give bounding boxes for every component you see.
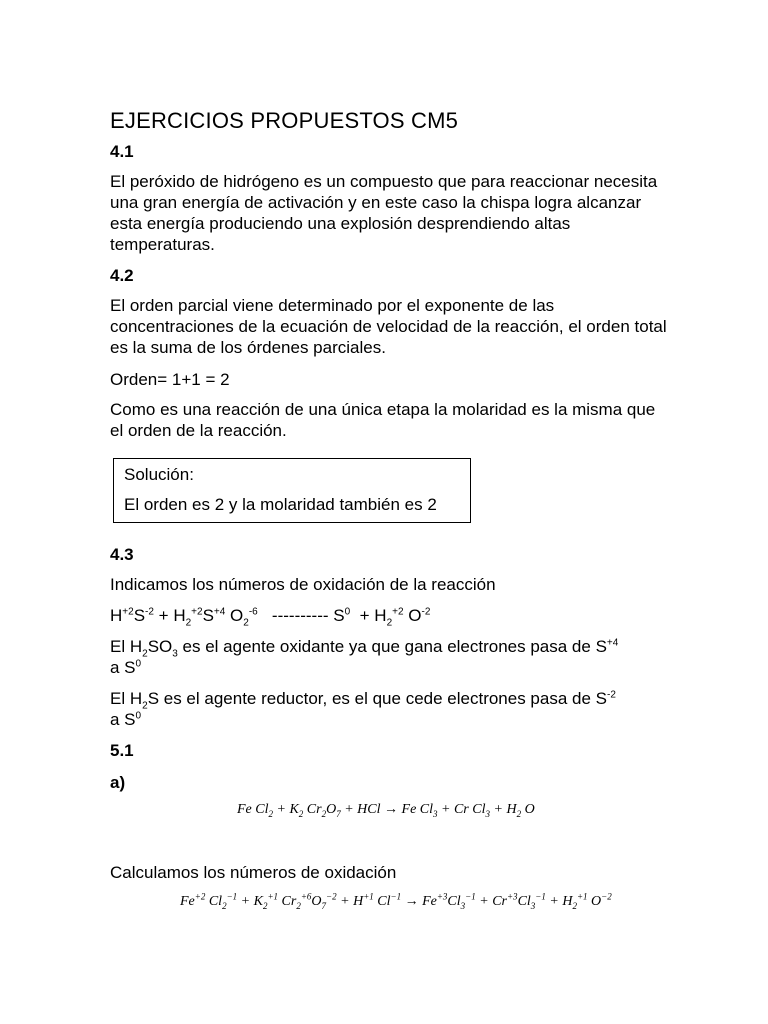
section-heading-4-1: 4.1 [110, 142, 134, 161]
page-title: EJERCICIOS PROPUESTOS CM5 [110, 108, 459, 133]
paragraph-4-3: Indicamos los números de oxidación de la reacción [110, 575, 496, 594]
section-heading-4-3: 4.3 [110, 545, 134, 564]
paragraph-4-2a: El orden parcial viene determinado por el exponente de las concentraciones de la ecuación de velocidad de la reacción, el orden total es la suma de los órdenes parciales. [110, 296, 667, 357]
section-heading-4-2: 4.2 [110, 266, 134, 285]
oxidant-statement: El $H_2SO_3$ es el agente oxidante ya que gana electrones pasa de $S^{+4}$ a $S^0$ [110, 637, 619, 677]
solution-label: Solución: [124, 465, 194, 484]
oxidation-numbers-equation: $Fe^{+2}$ $Cl_2^{-1} + K_2^{+1}$ $Cr_2^{+6}O_7^{-2} + H^{+1}$ $Cl^{-1} \to Fe^{+3}Cl_3^{-1} + Cr^{+3}Cl_3^{-1} + H_2^{+1}$ $O^{-2}$ [180, 891, 612, 911]
paragraph-4-2b: Como es una reacción de una única etapa la molaridad es la misma que el orden de la reacción. [110, 400, 656, 440]
paragraph-5-1: Calculamos los números de oxidación [110, 863, 397, 882]
redox-equation-4-3: $H^{+2}S^{-2} + H_2^{+2}S^{+4}$ $O_2^{-6}$ ---------- $S^0 + H_2^{+2}$ $O^{-2}$ [110, 606, 431, 629]
section-heading-5-1: 5.1 [110, 741, 134, 760]
subsection-a: a) [110, 773, 126, 792]
paragraph-4-1: El peróxido de hidrógeno es un compuesto que para reaccionar necesita una gran energía de activación y en este caso la chispa logra alcanzar esta energía produciendo una explosión desprendiendo altas temperaturas. [110, 172, 658, 254]
orden-line: Orden= 1+1 = 2 [110, 370, 230, 389]
solution-box [113, 458, 471, 523]
solution-text: El orden es 2 y la molaridad también es 2 [124, 495, 437, 514]
reaction-equation: Fe $Cl_2 + K_2$ $Cr_2O_7$ + HCl → Fe $Cl_3 + Cr$ $Cl_3 + H_2$ O [237, 802, 535, 819]
reductor-statement: El $H_2S$ es el agente reductor, es el que cede electrones pasa de $S^{-2}$ a $S^0$ [110, 689, 616, 729]
